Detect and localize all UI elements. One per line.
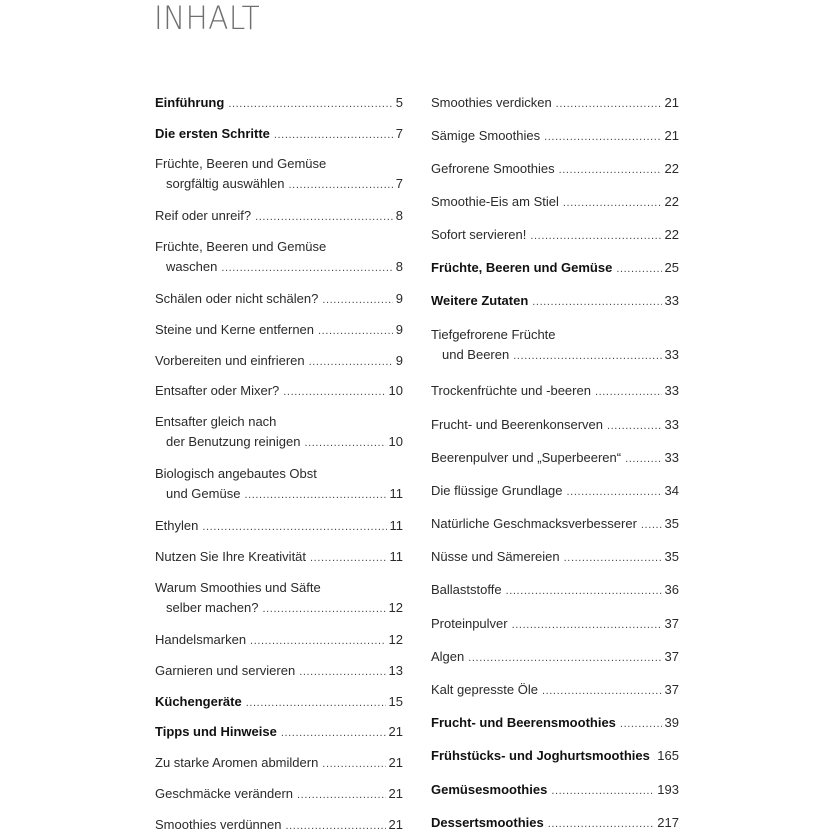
toc-page-number: 7 [396, 174, 403, 194]
toc-leader-dots [567, 482, 662, 502]
toc-page-number: 9 [396, 351, 403, 371]
toc-page-number: 21 [389, 784, 403, 804]
toc-entry-title: Vorbereiten und einfrieren [155, 351, 305, 371]
toc-leader-dots [250, 631, 385, 651]
toc-leader-dots [468, 648, 661, 668]
toc-entry-title: und Gemüse [166, 484, 240, 504]
toc-leader-dots [563, 193, 662, 213]
toc-entry [431, 291, 679, 312]
toc-page-number: 33 [665, 415, 679, 435]
toc-entry-title: der Benutzung reinigen [166, 432, 300, 452]
toc-entry-title: Garnieren und servieren [155, 661, 295, 681]
toc-leader-dots [255, 207, 393, 227]
toc-leader-dots [221, 258, 392, 278]
toc-entry-line [155, 815, 403, 836]
toc-entry [155, 289, 403, 310]
toc-entry-line [155, 206, 403, 227]
toc-entry-title: Gefrorene Smoothies [431, 159, 555, 179]
toc-leader-dots [263, 599, 386, 619]
toc-entry-title: Küchengeräte [155, 692, 242, 712]
toc-page-number: 21 [389, 753, 403, 773]
toc-entry-line [431, 225, 679, 246]
toc-entry-line [431, 746, 679, 767]
toc-page-number: 37 [665, 680, 679, 700]
toc-entry-title-line: Früchte, Beeren und Gemüse [155, 237, 403, 257]
toc-entry-title: Algen [431, 647, 464, 667]
toc-page-number: 193 [657, 780, 679, 800]
toc-entry-title: Die ersten Schritte [155, 124, 270, 144]
toc-entry-line [155, 289, 403, 310]
toc-entry [431, 159, 679, 180]
toc-page-number: 33 [665, 381, 679, 401]
toc-entry [431, 225, 679, 246]
toc-leader-dots [310, 548, 386, 568]
toc-entry-line [155, 432, 403, 453]
toc-entry-line [155, 598, 403, 619]
toc-leader-dots [322, 754, 385, 774]
toc-entry-title: Geschmäcke verändern [155, 784, 293, 804]
toc-entry [155, 320, 403, 341]
toc-page-number: 9 [396, 320, 403, 340]
toc-entry [155, 516, 403, 537]
toc-leader-dots [281, 723, 386, 743]
toc-leader-dots [244, 485, 386, 505]
toc-entry [431, 580, 679, 601]
toc-page-number: 37 [665, 614, 679, 634]
toc-entry [155, 351, 403, 372]
toc-entry-title-line: Entsafter gleich nach [155, 412, 403, 432]
toc-entry-title: Gemüsesmoothies [431, 780, 547, 800]
toc-entry [431, 415, 679, 436]
toc-entry-line [155, 516, 403, 537]
toc-page-number: 36 [665, 580, 679, 600]
toc-page-number: 25 [665, 258, 679, 278]
toc-entry-line [155, 784, 403, 805]
toc-entry-line [431, 713, 679, 734]
toc-leader-dots [607, 416, 662, 436]
toc-entry-title: Ethylen [155, 516, 198, 536]
page-title: INHALT [154, 0, 260, 36]
toc-page-number: 21 [389, 722, 403, 742]
toc-entry-line [431, 580, 679, 601]
toc-leader-dots [595, 382, 662, 402]
toc-entry-line [155, 753, 403, 774]
toc-page-number: 21 [389, 815, 403, 835]
toc-entry [155, 464, 403, 505]
toc-entry-title: und Beeren [442, 345, 509, 365]
toc-entry [431, 325, 679, 366]
toc-entry-title: Nutzen Sie Ihre Kreativität [155, 547, 306, 567]
toc-leader-dots [512, 615, 662, 635]
toc-page-number: 12 [389, 630, 403, 650]
toc-page-number: 37 [665, 647, 679, 667]
toc-entry-line [155, 320, 403, 341]
toc-entry-title: Smoothies verdünnen [155, 815, 281, 835]
toc-leader-dots [513, 346, 661, 366]
toc-entry-title: Handelsmarken [155, 630, 246, 650]
toc-entry-line [431, 647, 679, 668]
toc-page-number: 13 [389, 661, 403, 681]
toc-entry [155, 630, 403, 651]
toc-leader-dots [530, 226, 661, 246]
toc-page-number: 33 [665, 345, 679, 365]
toc-entry-title: Reif oder unreif? [155, 206, 251, 226]
toc-entry-line [431, 680, 679, 701]
toc-entry-line [431, 813, 679, 834]
toc-entry-title-line: Warum Smoothies und Säfte [155, 578, 403, 598]
toc-entry-title: Sämige Smoothies [431, 126, 540, 146]
toc-entry [431, 481, 679, 502]
toc-entry-line [155, 692, 403, 713]
toc-entry [431, 780, 679, 801]
toc-entry [431, 258, 679, 279]
toc-entry-line [155, 484, 403, 505]
toc-page-number: 15 [389, 692, 403, 712]
toc-entry-title: Entsafter oder Mixer? [155, 381, 279, 401]
toc-page-number: 165 [657, 746, 679, 766]
toc-entry [431, 547, 679, 568]
toc-leader-dots [564, 548, 662, 568]
toc-entry-line [155, 722, 403, 743]
toc-page-number: 33 [665, 291, 679, 311]
toc-entry-title: Sofort servieren! [431, 225, 526, 245]
toc-entry-line [431, 258, 679, 279]
toc-leader-dots [304, 433, 385, 453]
toc-entry [155, 661, 403, 682]
toc-entry [155, 753, 403, 774]
toc-entry-title: Steine und Kerne entfernen [155, 320, 314, 340]
toc-entry-title: Beerenpulver und „Superbeeren“ [431, 448, 621, 468]
toc-entry-line [155, 257, 403, 278]
toc-leader-dots [544, 127, 661, 147]
toc-entry-line [431, 291, 679, 312]
toc-page-number: 8 [396, 206, 403, 226]
toc-entry-title: Frühstücks- und Joghurtsmoothies [431, 746, 650, 766]
toc-entry-title: Ballaststoffe [431, 580, 502, 600]
toc-entry-line [431, 126, 679, 147]
toc-entry-title: Natürliche Geschmacksverbesserer [431, 514, 637, 534]
toc-leader-dots [297, 785, 386, 805]
toc-leader-dots [309, 352, 393, 372]
toc-entry-title: Frucht- und Beerensmoothies [431, 713, 616, 733]
toc-leader-dots [506, 581, 662, 601]
toc-page-number: 22 [665, 225, 679, 245]
toc-leader-dots [285, 816, 385, 836]
toc-entry-title: Zu starke Aromen abmildern [155, 753, 318, 773]
toc-leader-dots [542, 681, 662, 701]
toc-entry-line [431, 614, 679, 635]
toc-entry-title: Smoothie-Eis am Stiel [431, 192, 559, 212]
toc-leader-dots [228, 94, 392, 114]
toc-entry [431, 647, 679, 668]
toc-page-number: 35 [665, 547, 679, 567]
toc-entry-title-line: Tiefgefrorene Früchte [431, 325, 679, 345]
toc-entry [155, 784, 403, 805]
toc-entry [155, 692, 403, 713]
toc-entry [155, 154, 403, 195]
toc-leader-dots [548, 814, 655, 834]
toc-entry-line [431, 381, 679, 402]
toc-leader-dots [532, 292, 661, 312]
toc-leader-dots [289, 175, 393, 195]
toc-entry-title: Früchte, Beeren und Gemüse [431, 258, 612, 278]
toc-entry-title: Frucht- und Beerenkonserven [431, 415, 603, 435]
toc-entry-line [155, 93, 403, 114]
toc-entry-line [155, 630, 403, 651]
toc-leader-dots [246, 693, 386, 713]
toc-entry [431, 448, 679, 469]
toc-entry [431, 813, 679, 834]
toc-entry-line [431, 514, 679, 535]
toc-entry-line [155, 661, 403, 682]
toc-page-number: 10 [389, 381, 403, 401]
toc-entry-line [155, 351, 403, 372]
toc-entry [431, 713, 679, 734]
toc-leader-dots [616, 259, 661, 279]
toc-page-number: 35 [665, 514, 679, 534]
toc-entry-line [431, 547, 679, 568]
toc-leader-dots [559, 160, 662, 180]
toc-entry-title: Tipps und Hinweise [155, 722, 277, 742]
toc-entry-line [431, 192, 679, 213]
toc-page-number: 5 [396, 93, 403, 113]
toc-entry [431, 680, 679, 701]
toc-entry-title-line: Biologisch angebautes Obst [155, 464, 403, 484]
toc-page-number: 8 [396, 257, 403, 277]
toc-leader-dots [620, 714, 662, 734]
toc-entry-line [431, 93, 679, 114]
toc-entry-line [431, 481, 679, 502]
toc-page-number: 22 [665, 192, 679, 212]
toc-entry-title: sorgfältig auswählen [166, 174, 285, 194]
toc-entry-title: Dessertsmoothies [431, 813, 544, 833]
toc-entry [155, 412, 403, 453]
toc-entry [431, 381, 679, 402]
toc-leader-dots [322, 290, 392, 310]
toc-page-number: 12 [389, 598, 403, 618]
toc-page-number: 217 [657, 813, 679, 833]
toc-entry-title: Kalt gepresste Öle [431, 680, 538, 700]
toc-entry [155, 206, 403, 227]
toc-page-number: 22 [665, 159, 679, 179]
toc-page-number: 7 [396, 124, 403, 144]
toc-page-number: 9 [396, 289, 403, 309]
toc-entry [155, 237, 403, 278]
toc-entry-title: Smoothies verdicken [431, 93, 552, 113]
toc-entry-title: Die flüssige Grundlage [431, 481, 563, 501]
toc-entry [431, 126, 679, 147]
toc-entry-line [431, 345, 679, 366]
toc-leader-dots [556, 94, 662, 114]
toc-entry [431, 514, 679, 535]
toc-entry [155, 547, 403, 568]
toc-entry [155, 381, 403, 402]
toc-leader-dots [318, 321, 393, 341]
toc-leader-dots [274, 125, 393, 145]
toc-entry-line [431, 415, 679, 436]
toc-leader-dots [283, 382, 385, 402]
toc-page-number: 11 [390, 547, 404, 567]
toc-entry-title: Proteinpulver [431, 614, 508, 634]
toc-page-number: 33 [665, 448, 679, 468]
toc-leader-dots [202, 517, 386, 537]
toc-page-number: 21 [665, 93, 679, 113]
toc-entry-line [431, 159, 679, 180]
toc-entry-line [155, 174, 403, 195]
toc-leader-dots [641, 515, 662, 535]
toc-entry [155, 124, 403, 145]
toc-entry [431, 192, 679, 213]
toc-entry-title: Trockenfrüchte und -beeren [431, 381, 591, 401]
toc-entry-title: Einführung [155, 93, 224, 113]
toc-entry [431, 614, 679, 635]
toc-entry [155, 93, 403, 114]
toc-page-number: 34 [665, 481, 679, 501]
toc-leader-dots [299, 662, 385, 682]
toc-entry [155, 815, 403, 836]
toc-page-number: 11 [390, 516, 404, 536]
toc-entry-title-line: Früchte, Beeren und Gemüse [155, 154, 403, 174]
toc-entry [431, 93, 679, 114]
toc-entry-line [155, 124, 403, 145]
toc-leader-dots [625, 449, 661, 469]
toc-entry-line [431, 780, 679, 801]
toc-leader-dots [551, 781, 654, 801]
toc-page-number: 10 [389, 432, 403, 452]
toc-entry-title: Weitere Zutaten [431, 291, 528, 311]
toc-entry [155, 722, 403, 743]
toc-entry-line [155, 547, 403, 568]
toc-entry-title: selber machen? [166, 598, 259, 618]
toc-page-number: 39 [665, 713, 679, 733]
toc-entry [431, 746, 679, 767]
toc-page-number: 21 [665, 126, 679, 146]
toc-entry-title: Schälen oder nicht schälen? [155, 289, 318, 309]
toc-entry-title: waschen [166, 257, 217, 277]
toc-entry-line [431, 448, 679, 469]
toc-entry-line [155, 381, 403, 402]
toc-entry-title: Nüsse und Sämereien [431, 547, 560, 567]
toc-entry [155, 578, 403, 619]
toc-page-number: 11 [390, 484, 404, 504]
